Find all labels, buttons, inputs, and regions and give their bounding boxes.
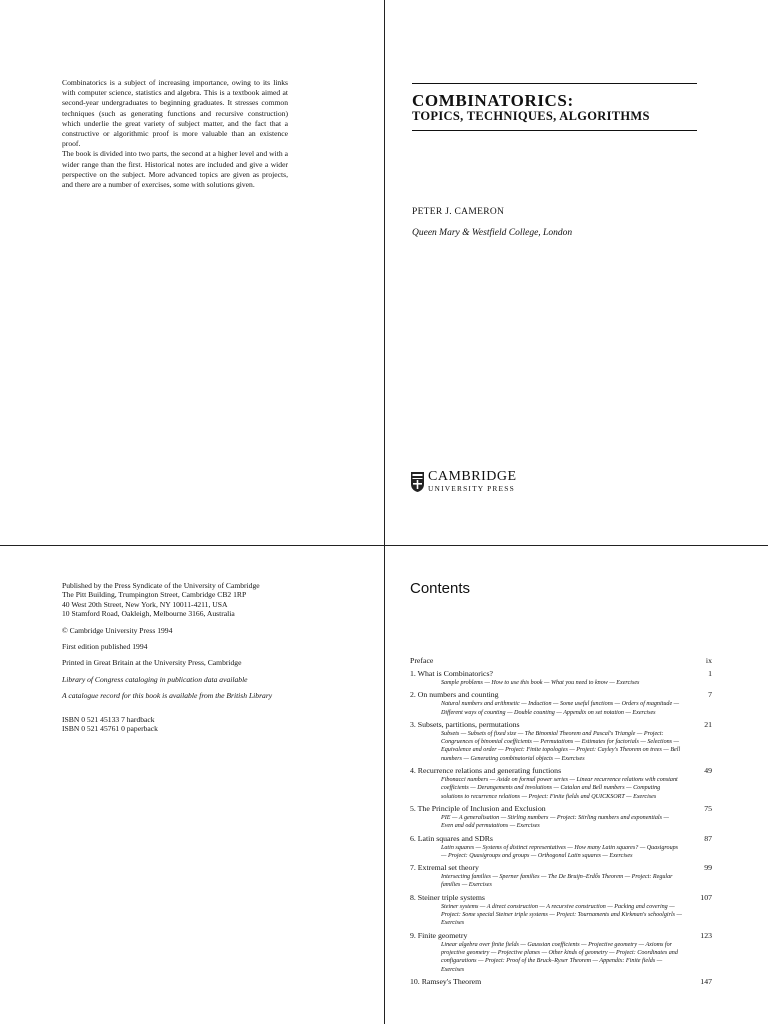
toc-entry-description: Linear algebra over finite fields — Gaussian coefficients — Projective geometry — Axioms for projective geometry — Projective planes — Other kinds of geometry — Project: Coordinates and configurations — Project: Proof of the Bruck–Ryser Theorem — Appendix: Finite fields — Exercises	[441, 941, 678, 973]
imprint-page	[0, 546, 384, 1024]
author-affiliation: Queen Mary & Westfield College, London	[412, 228, 573, 238]
toc-entry-description: Latin squares — Systems of distinct representatives — How many Latin squares? — Quasigroups — Project: Quasigroups and groups — Orthogonal Latin squares — Exercises	[441, 844, 679, 859]
toc-entry-title: 3. Subsets, partitions, permutations	[410, 719, 520, 729]
toc-entry[interactable]	[410, 977, 712, 987]
blurb-paragraph-2: The book is divided into two parts, the second at a higher level and with a wider range than the first. Historical notes are included and give a wider perspective on the subject. More advanced topics are given as projects, and there are a number of exercises, some with solutions given.	[62, 149, 288, 190]
cambridge-shield-icon	[410, 471, 425, 493]
toc-entry-page: 1	[708, 669, 712, 678]
address-line-4: 10 Stamford Road, Oakleigh, Melbourne 3166, Australia	[62, 609, 235, 619]
table-of-contents	[410, 656, 712, 990]
loc-line: Library of Congress cataloging in publication data available	[62, 674, 248, 684]
printed-line: Printed in Great Britain at the University Press, Cambridge	[62, 658, 242, 668]
toc-entry-title: 8. Steiner triple systems	[410, 892, 485, 902]
toc-entry-title: 9. Finite geometry	[410, 930, 468, 940]
catalogue-line: A catalogue record for this book is available from the British Library	[62, 691, 273, 701]
toc-entry-title: 4. Recurrence relations and generating functions	[410, 766, 562, 776]
back-cover-page	[0, 0, 384, 545]
author-name: PETER J. CAMERON	[412, 207, 505, 217]
toc-entry-title: 7. Extremal set theory	[410, 863, 479, 873]
toc-entry-title: 5. The Principle of Inclusion and Exclusion	[410, 803, 546, 813]
toc-entry-title: 2. On numbers and counting	[410, 690, 499, 700]
publisher-name: CAMBRIDGE	[428, 469, 517, 484]
toc-entry-description: Intersecting families — Sperner families — The De Bruijn–Erdős Theorem — Project: Regular families — Exercises	[441, 874, 673, 889]
contents-page	[385, 546, 768, 1024]
book-subtitle: TOPICS, TECHNIQUES, ALGORITHMS	[412, 109, 650, 123]
toc-entry-page: 49	[704, 766, 712, 776]
toc-entry-title: Preface	[410, 656, 434, 665]
toc-entry[interactable]	[410, 863, 712, 890]
toc-entry-page: 87	[704, 833, 712, 843]
toc-entry-description: Natural numbers and arithmetic — Induction — Some useful functions — Orders of magnitude — Different ways of counting — Double counting — Appendix on set notation — Exercises	[441, 701, 680, 716]
book-title: COMBINATORICS:	[412, 91, 574, 110]
toc-entry[interactable]	[410, 720, 712, 763]
toc-entry[interactable]	[410, 931, 712, 974]
toc-entry[interactable]	[410, 834, 712, 861]
toc-entry-page: 75	[704, 803, 712, 813]
toc-entry[interactable]	[410, 804, 712, 831]
toc-entry-description: PIE — A generalisation — Stirling numbers — Project: Stirling numbers and exponentials — Even and odd permutations — Exercises	[441, 814, 669, 830]
first-edition-line: First edition published 1994	[62, 642, 148, 652]
imprint-block	[62, 581, 342, 733]
publisher-logo	[410, 470, 517, 493]
isbn-paperback: ISBN 0 521 45761 0 paperback	[62, 724, 158, 734]
toc-entry-description: Subsets — Subsets of fixed size — The Binomial Theorem and Pascal's Triangle — Project: Congruences of binomial coefficients — Permutations — Estimates for factorials — Selections — Equivalence and order — Project: Finite topologies — Project: Cayley's Theorem on trees — Bell numbers — Generating combinatorial objects — Exercises	[441, 730, 681, 762]
blurb-paragraph-1: Combinatorics is a subject of increasing importance, owing to its links with computer science, statistics and algebra. This is a textbook aimed at second-year undergraduates to beginning graduates. It stresses common techniques (such as generating functions and recursive construction) which underlie the great variety of subject matter, and the fact that a constructive or algorithmic proof is more valuable than an existence proof.	[62, 78, 288, 149]
toc-entry-description: Steiner systems — A direct construction — A recursive construction — Packing and covering — Project: Some special Steiner triple systems — Project: Tournaments and Kirkman's schoolgirls — Exercises	[441, 903, 682, 927]
toc-entry[interactable]	[410, 690, 712, 717]
toc-entry[interactable]	[410, 893, 712, 928]
contents-heading: Contents	[410, 580, 471, 597]
toc-entry-page: 21	[704, 719, 712, 729]
title-page	[385, 0, 768, 545]
address-line-3: 40 West 20th Street, New York, NY 10011-4211, USA	[62, 599, 228, 609]
toc-entry-description: Fibonacci numbers — Aside on formal power series — Linear recurrence relations with constant coefficients — Derangements and involutions — Catalan and Bell numbers — Computing solutions to recurrence relations — Project: Finite fields and QUICKSORT — Exercises	[441, 777, 678, 800]
blurb	[62, 78, 288, 190]
title-top-rule	[412, 83, 697, 84]
publisher-subname: UNIVERSITY PRESS	[428, 484, 515, 493]
copyright-line: © Cambridge University Press 1994	[62, 625, 173, 635]
toc-entry[interactable]	[410, 656, 712, 666]
toc-entry-title: 1. What is Combinatorics?	[410, 669, 494, 678]
toc-entry-page: 147	[700, 976, 712, 986]
toc-entry-page: 123	[700, 930, 712, 940]
toc-entry-page: 107	[700, 892, 712, 902]
toc-entry[interactable]	[410, 766, 712, 801]
toc-entry-page: 7	[708, 690, 712, 700]
address-line-1: Published by the Press Syndicate of the University of Cambridge	[62, 581, 260, 590]
isbn-hardback: ISBN 0 521 45133 7 hardback	[62, 714, 155, 724]
title-bottom-rule	[412, 130, 697, 131]
toc-entry-title: 6. Latin squares and SDRs	[410, 833, 493, 843]
toc-entry-page: ix	[705, 656, 712, 665]
toc-entry[interactable]	[410, 669, 712, 687]
toc-entry-description: Sample problems — How to use this book — What you need to know — Exercises	[441, 680, 640, 686]
toc-entry-page: 99	[704, 863, 712, 873]
address-line-2: The Pitt Building, Trumpington Street, Cambridge CB2 1RP	[62, 590, 247, 600]
toc-entry-title: 10. Ramsey's Theorem	[410, 976, 482, 986]
